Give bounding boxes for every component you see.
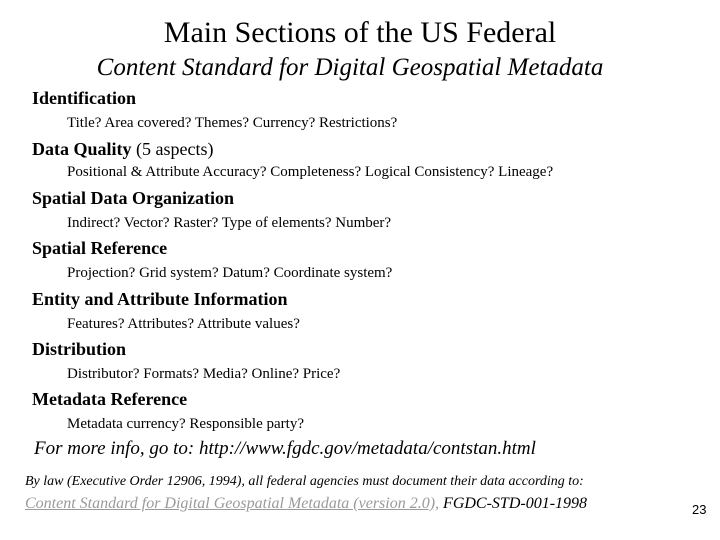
- section-questions: Metadata currency? Responsible party?: [67, 416, 304, 432]
- section-heading: [32, 339, 126, 360]
- section-questions: Indirect? Vector? Raster? Type of elements? Number?: [67, 215, 392, 231]
- section-name: Spatial Reference: [32, 238, 168, 258]
- section-name: Data Quality: [32, 139, 132, 159]
- standard-reference: [25, 495, 587, 513]
- section-name: Spatial Data Organization: [32, 188, 235, 208]
- section-name: Identification: [32, 88, 137, 108]
- section-questions: Distributor? Formats? Media? Online? Price?: [67, 366, 341, 382]
- section-heading: [32, 289, 288, 310]
- standard-link[interactable]: Content Standard for Digital Geospatial Metadata (version 2.0),: [25, 495, 440, 512]
- section-questions: Projection? Grid system? Datum? Coordinate system?: [67, 265, 393, 281]
- section-name: Metadata Reference: [32, 389, 188, 409]
- section-questions: Positional & Attribute Accuracy? Completeness? Logical Consistency? Lineage?: [67, 164, 554, 180]
- section-name: Entity and Attribute Information: [32, 289, 288, 309]
- section-suffix: (5 aspects): [131, 139, 214, 159]
- section-heading: [32, 139, 213, 160]
- section-heading: [32, 88, 136, 109]
- section-questions: Title? Area covered? Themes? Currency? Restrictions?: [67, 115, 398, 131]
- law-text: By law (Executive Order 12906, 1994), all federal agencies must document their data according to:: [25, 474, 584, 489]
- section-name: Distribution: [32, 339, 127, 359]
- section-questions: Features? Attributes? Attribute values?: [67, 316, 300, 332]
- page-number: 23: [692, 502, 707, 517]
- section-heading: [32, 238, 167, 259]
- more-info-text: For more info, go to: http://www.fgdc.gov/metadata/contstan.html: [34, 438, 536, 459]
- section-heading: [32, 188, 234, 209]
- section-heading: [32, 389, 187, 410]
- standard-id: FGDC-STD-001-1998: [439, 495, 588, 512]
- slide-subtitle: Content Standard for Digital Geospatial Metadata: [96, 54, 604, 81]
- slide-title: Main Sections of the US Federal: [163, 16, 557, 49]
